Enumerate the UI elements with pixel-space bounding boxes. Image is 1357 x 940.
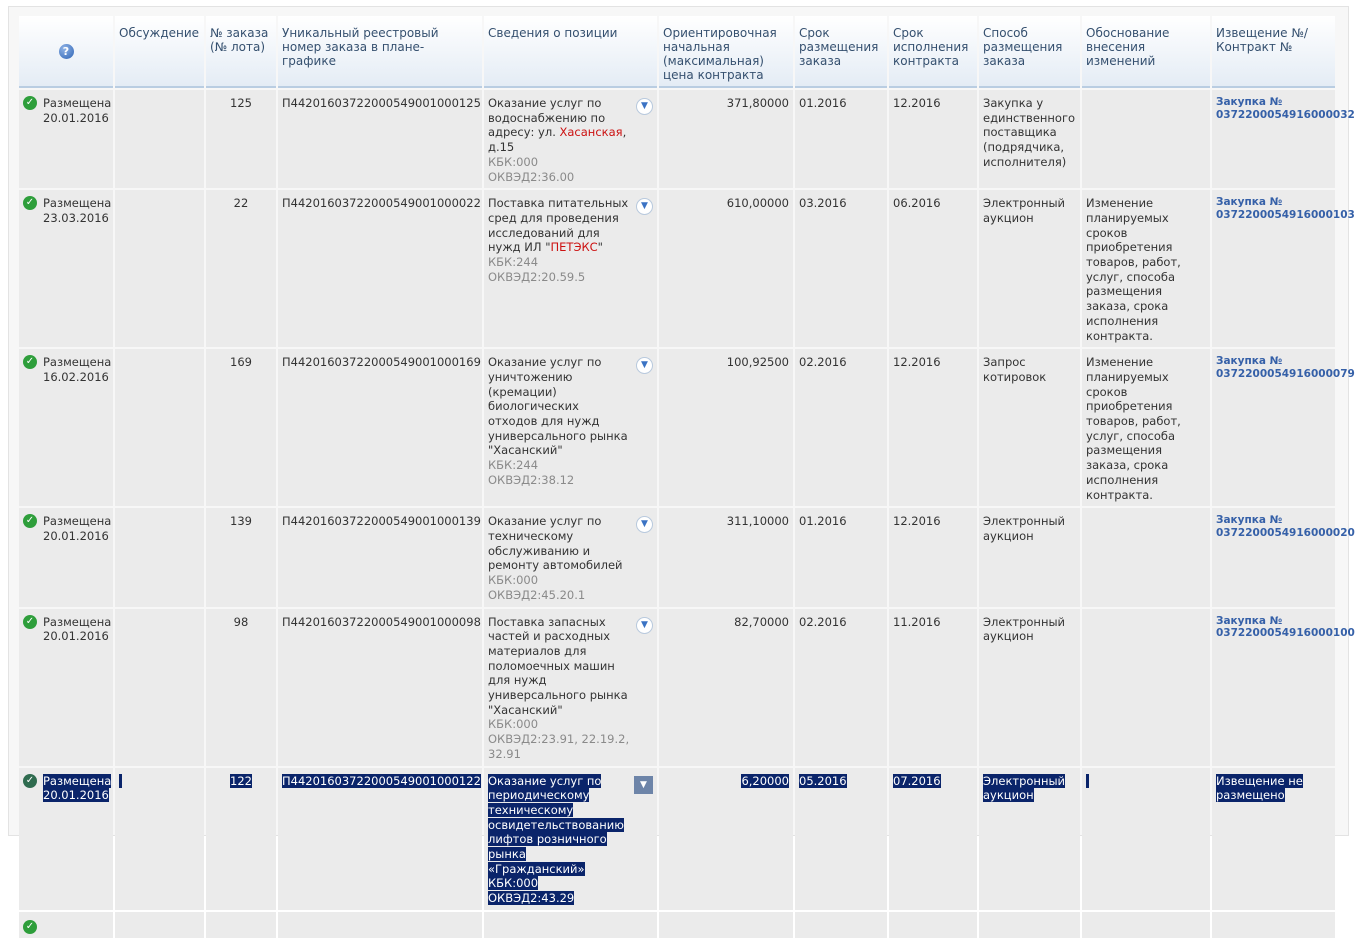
table-row[interactable] <box>19 508 1335 606</box>
registry-no <box>278 912 482 938</box>
change-justification: Изменение планируемых сроков приобретения товаров, работ, услуг, способа размещения заказа, срока исполнения контракта. <box>1082 349 1210 506</box>
selection-caret <box>119 774 122 788</box>
position-text-line: лифтов розничного рынка <box>488 832 607 862</box>
table-row-partial[interactable] <box>19 912 1335 938</box>
notice-cell <box>1212 90 1355 188</box>
placement-method <box>979 768 1080 910</box>
execution-term <box>889 768 977 910</box>
help-header[interactable] <box>19 16 113 88</box>
position-cell <box>484 768 657 910</box>
header-notice[interactable]: Извещение №/ Контракт № <box>1212 16 1335 88</box>
position-text-line: техническому <box>488 802 574 817</box>
header-position[interactable]: Сведения о позиции <box>484 16 657 88</box>
registry-no: П44201603722000549001000169 <box>278 349 482 506</box>
placement-term: 02.2016 <box>795 349 887 506</box>
discussion-cell[interactable] <box>115 609 204 766</box>
change-justification: Изменение планируемых сроков приобретения товаров, работ, услуг, способа размещения заказа, срока исполнения контракта. <box>1082 190 1210 347</box>
method-line-1: Электронный <box>983 773 1066 788</box>
check-circle-icon: ✓ <box>23 615 37 629</box>
table-row[interactable] <box>19 609 1335 766</box>
registry-no: П44201603722000549001000125 <box>278 90 482 188</box>
kbk-code: КБК:000 <box>488 573 539 588</box>
change-justification <box>1082 912 1210 938</box>
status-cell <box>19 190 113 347</box>
check-circle-icon: ✓ <box>23 920 37 934</box>
registry-no-value: П44201603722000549001000122 <box>282 773 481 788</box>
position-text-end: " <box>597 240 603 255</box>
kbk-code: КБК:244 <box>488 255 539 270</box>
status-text: Размещена 20.01.2016 <box>43 614 112 644</box>
position-text: Оказание услуг по техническому обслуживанию и ремонту автомобилей <box>488 514 623 573</box>
placement-value: 05.2016 <box>799 773 847 788</box>
position-text-end: , д.15 <box>488 125 627 155</box>
selection-caret <box>1086 774 1089 788</box>
header-order-no[interactable]: № заказа (№ лота) <box>206 16 276 88</box>
chevron-down-icon[interactable]: ▼ <box>636 198 653 215</box>
kbk-code: КБК:000 <box>488 717 539 732</box>
registry-no: П44201603722000549001000139 <box>278 508 482 606</box>
status-text: Размещена 16.02.2016 <box>43 355 112 384</box>
placement-method: Электронный аукцион <box>979 190 1080 347</box>
price: 371,80000 <box>659 90 793 188</box>
check-circle-icon: ✓ <box>23 514 37 528</box>
kbk-code: КБК:244 <box>488 458 539 473</box>
chevron-down-icon[interactable]: ▼ <box>636 516 653 533</box>
placement-method: Электронный аукцион <box>979 609 1080 766</box>
check-circle-icon: ✓ <box>23 774 37 788</box>
check-circle-icon: ✓ <box>23 96 37 110</box>
order-no: 125 <box>206 90 276 188</box>
check-circle-icon: ✓ <box>23 355 37 369</box>
notice-line-1: Извещение не <box>1216 773 1303 788</box>
header-placement-term[interactable]: Срок размещения заказа <box>795 16 887 88</box>
execution-term: 11.2016 <box>889 609 977 766</box>
position-text-line: периодическому <box>488 788 590 803</box>
table-row-selected[interactable] <box>19 768 1335 910</box>
placement-term: 01.2016 <box>795 90 887 188</box>
position-cell <box>484 609 657 766</box>
table-row[interactable] <box>19 90 1335 188</box>
header-execution-term[interactable]: Срок исполнения контракта <box>889 16 977 88</box>
position-text: Оказание услуг по водоснабжению по адресу: ул. <box>488 96 606 140</box>
position-text: Оказание услуг по уничтожению (кремации) биологических отходов для нужд универсального рынка "Хасанский" <box>488 355 628 458</box>
execution-term: 06.2016 <box>889 190 977 347</box>
position-text: Поставка запасных частей и расходных материалов для поломоечных машин для нужд универсального рынка "Хасанский" <box>488 614 628 717</box>
registry-no: П44201603722000549001000022 <box>278 190 482 347</box>
notice-cell <box>1212 768 1335 910</box>
notice-cell <box>1212 609 1355 766</box>
help-icon[interactable]: ? <box>59 44 74 59</box>
discussion-cell[interactable] <box>115 190 204 347</box>
placement-term: 02.2016 <box>795 609 887 766</box>
placement-method: Электронный аукцион <box>979 508 1080 606</box>
position-cell <box>484 349 657 506</box>
table-row[interactable] <box>19 190 1335 347</box>
position-cell <box>484 508 657 606</box>
change-justification <box>1082 609 1210 766</box>
order-no: 22 <box>206 190 276 347</box>
notice-cell <box>1212 912 1335 938</box>
status-text: Размещена 20.01.2016 <box>43 96 112 125</box>
position-highlight: Хасанская <box>559 125 623 140</box>
price-value: 6,20000 <box>741 773 789 788</box>
placement-term <box>795 912 887 938</box>
header-price[interactable]: Ориентировочная начальная (максимальная) цена контракта <box>659 16 793 88</box>
plan-schedule-table <box>17 14 1355 940</box>
purchase-link[interactable]: Закупка № 0372200054916000020 <box>1216 514 1355 539</box>
status-cell <box>19 349 113 506</box>
okved-code: ОКВЭД2:45.20.1 <box>488 587 586 602</box>
placement-term: 03.2016 <box>795 190 887 347</box>
price: 610,00000 <box>659 190 793 347</box>
position-text-line: освидетельствованию <box>488 817 624 832</box>
execution-term: 12.2016 <box>889 90 977 188</box>
kbk-code: КБК:000 <box>488 876 539 891</box>
notice-cell <box>1212 349 1355 506</box>
purchase-link[interactable]: Закупка № 0372200054916000103 <box>1216 196 1355 221</box>
placement-term <box>795 768 887 910</box>
price <box>659 768 793 910</box>
position-text-line: Оказание услуг по <box>488 773 602 788</box>
status-cell <box>19 768 113 910</box>
header-discussion[interactable]: Обсуждение <box>115 16 204 88</box>
change-justification <box>1082 508 1210 606</box>
position-cell <box>484 190 657 347</box>
purchase-link[interactable]: Закупка № 0372200054916000079 <box>1216 355 1355 380</box>
chevron-down-icon[interactable]: ▼ <box>636 617 653 634</box>
order-no: 169 <box>206 349 276 506</box>
position-text: Поставка питательных сред для проведения исследований для нужд ИЛ " <box>488 196 629 255</box>
header-registry-no[interactable]: Уникальный реестровый номер заказа в плане-графике <box>278 16 482 88</box>
okved-code: ОКВЭД2:23.91, 22.19.2, 32.91 <box>488 732 630 761</box>
placement-method: Запрос котировок <box>979 349 1080 506</box>
table-row[interactable] <box>19 349 1335 506</box>
placement-term: 01.2016 <box>795 508 887 606</box>
price: 82,70000 <box>659 609 793 766</box>
discussion-cell[interactable] <box>115 912 204 938</box>
placement-method: Закупка у единственного поставщика (подрядчика, исполнителя) <box>979 90 1080 188</box>
purchase-link[interactable]: Закупка № 0372200054916000100 <box>1216 614 1355 639</box>
position-highlight: ПЕТЭКС <box>550 240 598 255</box>
discussion-cell[interactable] <box>115 768 204 910</box>
order-no-value: 122 <box>230 773 252 788</box>
order-no <box>206 768 276 910</box>
change-justification <box>1082 768 1210 910</box>
status-text: Размещена <box>43 773 112 788</box>
status-cell <box>19 609 113 766</box>
okved-code: ОКВЭД2:36.00 <box>488 169 575 184</box>
discussion-cell[interactable] <box>115 90 204 188</box>
header-justification[interactable]: Обоснование внесения изменений <box>1082 16 1210 88</box>
header-row <box>19 16 1335 88</box>
status-date: 20.01.2016 <box>43 788 109 803</box>
position-cell <box>484 90 657 188</box>
placement-method <box>979 912 1080 938</box>
execution-term <box>889 912 977 938</box>
status-text: Размещена 20.01.2016 <box>43 514 112 543</box>
position-cell <box>484 912 657 938</box>
status-cell <box>19 912 113 938</box>
order-no: 98 <box>206 609 276 766</box>
chevron-down-icon[interactable]: ▼ <box>636 98 653 115</box>
header-method[interactable]: Способ размещения заказа <box>979 16 1080 88</box>
execution-term: 12.2016 <box>889 508 977 606</box>
chevron-down-icon[interactable]: ▼ <box>636 357 653 374</box>
notice-cell <box>1212 508 1355 606</box>
registry-no: П44201603722000549001000098 <box>278 609 482 766</box>
status-cell <box>19 508 113 606</box>
okved-code: ОКВЭД2:43.29 <box>488 891 575 906</box>
notice-line-2: размещено <box>1216 788 1285 803</box>
discussion-cell[interactable] <box>115 508 204 606</box>
execution-value: 07.2016 <box>893 773 941 788</box>
method-line-2: аукцион <box>983 788 1034 803</box>
status-cell <box>19 90 113 188</box>
kbk-code: КБК:000 <box>488 154 539 169</box>
registry-no <box>278 768 482 910</box>
execution-term: 12.2016 <box>889 349 977 506</box>
notice-cell <box>1212 190 1355 347</box>
order-no: 139 <box>206 508 276 606</box>
status-text: Размещена 23.03.2016 <box>43 196 112 225</box>
price <box>659 912 793 938</box>
purchase-link[interactable]: Закупка № 0372200054916000032 <box>1216 96 1355 121</box>
change-justification <box>1082 90 1210 188</box>
check-circle-icon: ✓ <box>23 196 37 210</box>
position-text-line: «Гражданский» <box>488 861 585 876</box>
discussion-cell[interactable] <box>115 349 204 506</box>
order-no <box>206 912 276 938</box>
okved-code: ОКВЭД2:38.12 <box>488 472 575 487</box>
okved-code: ОКВЭД2:20.59.5 <box>488 269 586 284</box>
price: 100,92500 <box>659 349 793 506</box>
chevron-down-icon[interactable]: ▼ <box>634 776 653 794</box>
price: 311,10000 <box>659 508 793 606</box>
